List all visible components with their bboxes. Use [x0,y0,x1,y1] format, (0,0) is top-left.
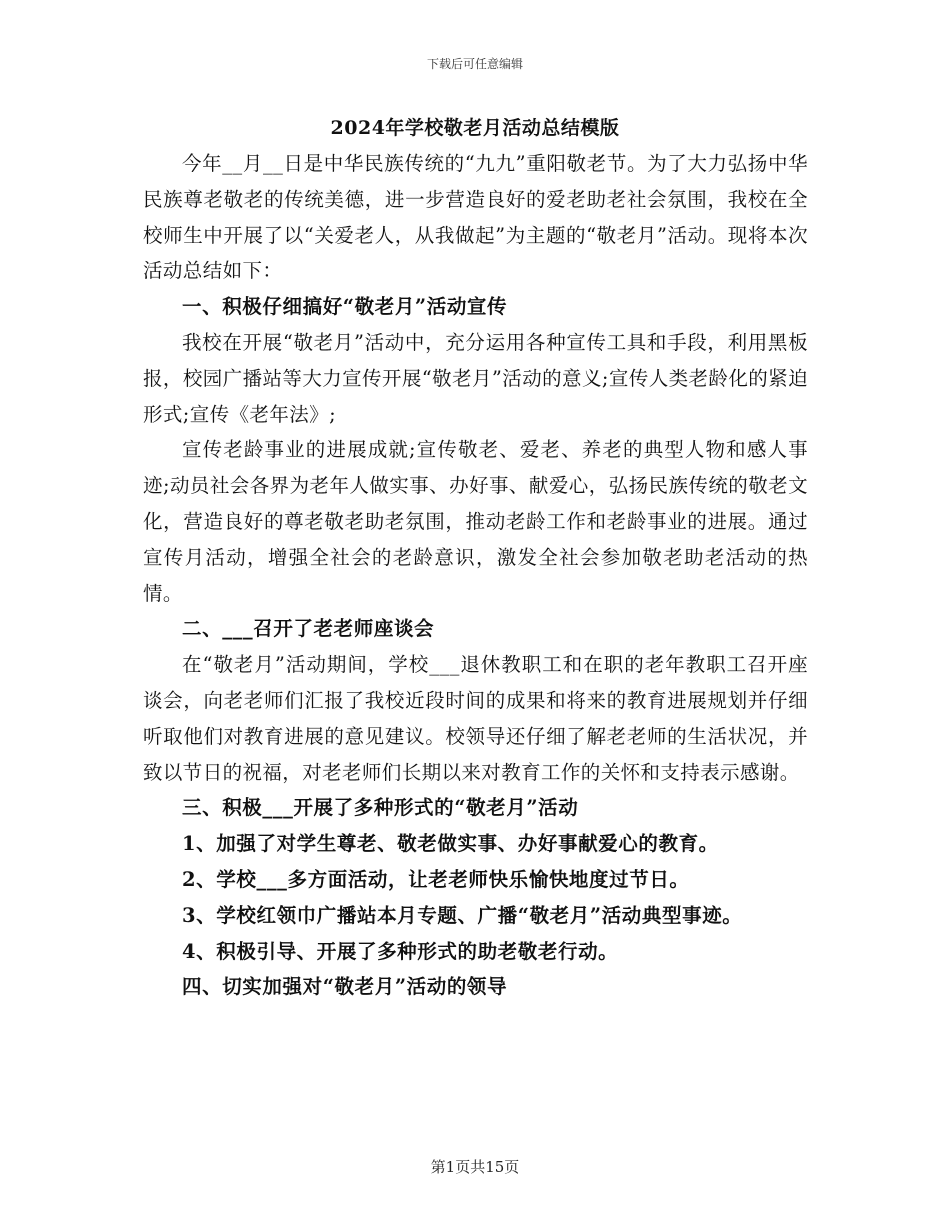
section-1-paragraph-1: 我校在开展“敬老月”活动中，充分运用各种宣传工具和手段，利用黑板报，校园广播站等大力宣传开展“敬老月”活动的意义;宣传人类老龄化的紧迫形式;宣传《老年法》; [143,330,808,426]
section-2-heading: 二、___召开了老老师座谈会 [182,617,435,641]
section-4-heading: 四、切实加强对“敬老月”活动的领导 [182,975,508,999]
section-3-item: 2、学校___多方面活动，让老老师快乐愉快地度过节日。 [182,867,690,891]
section-3-item: 4、积极引导、开展了多种形式的助老敬老行动。 [182,939,619,963]
section-1-heading: 一、积极仔细搞好“敬老月”活动宣传 [182,295,508,319]
section-3-item: 1、加强了对学生尊老、敬老做实事、办好事献爱心的教育。 [182,832,719,856]
document-body [143,146,808,1005]
document-title: 2024年学校敬老月活动总结模版 [330,117,620,139]
intro-paragraph: 今年__月__日是中华民族传统的“九九”重阳敬老节。为了大力弘扬中华民族尊老敬老的传统美德，进一步营造良好的爱老助老社会氛围，我校在全校师生中开展了以“关爱老人，从我做起”为主题的“敬老月”活动。现将本次活动总结如下： [143,152,808,283]
section-2-paragraph-1: 在“敬老月”活动期间，学校___退休教职工和在职的老年教职工召开座谈会，向老老师们汇报了我校近段时间的成果和将来的教育进展规划并仔细听取他们对教育进展的意见建议。校领导还仔细了解老老师的生活状况，并致以节日的祝福，对老老师们长期以来对教育工作的关怀和支持表示感谢。 [143,653,808,784]
download-note: 下载后可任意编辑 [426,57,523,71]
page-number: 第1页共15页 [430,1158,520,1176]
section-3-heading: 三、积极___开展了多种形式的“敬老月”活动 [182,796,579,820]
section-1-paragraph-2: 宣传老龄事业的进展成就;宣传敬老、爱老、养老的典型人物和感人事迹;动员社会各界为老年人做实事、办好事、献爱心，弘扬民族传统的敬老文化，营造良好的尊老敬老助老氛围，推动老龄工作和老龄事业的进展。通过宣传月活动，增强全社会的老龄意识，激发全社会参加敬老助老活动的热情。 [143,438,808,605]
section-3-item: 3、学校红领巾广播站本月专题、广播“敬老月”活动典型事迹。 [182,903,743,927]
